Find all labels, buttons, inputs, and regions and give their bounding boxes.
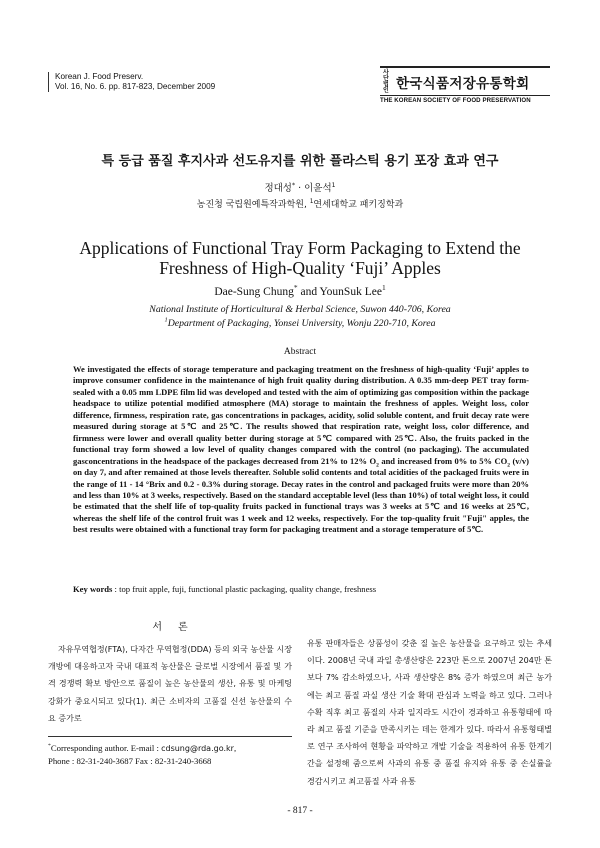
society-mark: 사단법인	[382, 69, 390, 94]
english-affiliation-1: National Institute of Horticultural & Herbal Science, Suwon 440-706, Korea	[149, 304, 451, 315]
keywords-label: Key words	[73, 584, 113, 594]
abstract-heading: Abstract	[283, 347, 317, 357]
corresponding-email[interactable]: cdsung@rda.go.kr	[161, 744, 234, 753]
korean-author-1: 정대성	[264, 183, 292, 194]
page-number: - 817 -	[287, 806, 313, 816]
society-name-kr: 한국식품저장유통학회	[396, 76, 530, 92]
footnote-mark: *	[48, 743, 51, 750]
corresponding-footnote	[48, 736, 292, 767]
affiliation-mark: 1	[381, 283, 386, 293]
phone-fax: Phone : 82-31-240-3687 Fax : 82-31-240-3668	[48, 756, 212, 767]
abstract-part-1: We investigated the effects of storage temperature and packaging treatment on the freshness of high-quality ‘Fuji’ apples to improve consumer confidence in the maintenance of high fruit quality during distribution. A 0.35 mm-deep PET tray form-sealed with a 0.05 mm LDPE film lid was developed and tested with the aim of optimizing gas composition within the package headspace to utilize potential modified atmosphere (MA) storage to maintain the freshness of apples. Weight loss, color difference, firmness, respiration rate, gas concentrations in packages, acidity, solid soluble content, and fruit decay rate were measured during storage at 5℃ and 25℃. The results showed that respiration rate, weight loss, color difference, and firmness were lower and overall quality better during storage at 5℃ compared with 25℃. Also, the fruits packed in the functional tray form showed a low level of quality changes compared with the control (no packaging). The accumulated gasconcentrations in the headspace of the packages decreased from 21% to 12% O	[73, 364, 529, 466]
subscript-2: 2	[507, 462, 510, 469]
korean-affiliations	[0, 197, 600, 210]
english-author-2: and YounSuk Lee	[297, 286, 382, 298]
keywords	[73, 584, 533, 594]
corresponding-mark: *	[293, 283, 298, 293]
english-affiliation-2: Department of Packaging, Yonsei University, Wonju 220-710, Korea	[167, 318, 436, 329]
affiliation-mark: 1	[331, 181, 336, 189]
introduction-paragraph-right: 유통 판매자들은 상품성이 갖춘 질 높은 농산물을 요구하고 있는 추세이다. 2008년 국내 과일 총생산량은 223만 톤으로 2007년 204만 톤보다 7% 감소하였으나, 사과 생산량은 8% 증가 하였으며 최근 농가에는 최고 품질 과실 생산 기술 확대 관심과 노력을 하고 있다. 그러나 수확 직후 최고 품질의 사과 일지라도 시간이 경과하고 유통형태에 따라 최고 품질 기준을 만족시키는 데는 한계가 있다. 따라서 유통형태별로 연구 조사하여 현황을 파악하고 개발 기술을 적용하여 유통 한계기간을 설정해 줌으로써 사과의 유통 중 품질 유지와 유통 중 손실률을 경감시키고 최고품질 사과 유통	[307, 639, 552, 786]
english-affiliation-2-wrap	[0, 318, 600, 329]
english-title	[0, 238, 600, 278]
society-logo	[380, 66, 550, 104]
logo-rule	[380, 66, 550, 68]
abstract-text	[73, 364, 529, 536]
author-separator: ·	[295, 183, 305, 194]
english-title-line-2: Freshness of High-Quality ‘Fuji’ Apples	[159, 258, 441, 278]
english-authors	[0, 283, 600, 298]
introduction-paragraph-left: 자유무역협정(FTA), 다자간 무역협정(DDA) 등의 외국 농산물 시장 개방에 대응하고자 국내 대표적 농산물은 글로벌 시장에서 품질 및 가격 경쟁력 확보 방안으로 품질이 높은 농산물의 생산, 유통 및 마케팅 강화가 중요시되고 있다(1). 최근 소비자의 고품질 신선 농산물의 수요 증가로	[48, 645, 292, 723]
journal-volume: Vol. 16, No. 6. pp. 817-823, December 2009	[55, 82, 216, 91]
journal-name: Korean J. Food Preserv.	[55, 72, 144, 81]
abstract-part-3: (v/v) on day 7, and after remained at those levels thereafter. Soluble solid contents and total acidities of the packaged fruits were in the range of 11 - 14 °Brix and 0.2 - 0.3% during storage. Decay rates in the control and packaged fruits were more than 20% and less than 10% at 3 weeks, respectively. Based on the standard acceptable level (less than 10%) of total weight loss, it could be estimated that the shelf life of top-quality fruits packed in functional trays was 3 weeks at 5℃ and 16 weeks at 25℃, whereas the shelf life of the control fruit was 1 week and 12 weeks, respectively. For the top-quality fruit "Fuji" apples, the best results were obtained with a functional tray form for packaging treatment and a storage temperature of 5℃.	[73, 455, 529, 535]
section-heading-introduction: 서론	[152, 622, 204, 633]
keywords-list: : top fruit apple, fuji, functional plastic packaging, quality change, freshness	[112, 584, 377, 594]
english-author-1: Dae-Sung Chung	[214, 286, 294, 298]
korean-author-2: 이윤석	[304, 183, 332, 194]
korean-title: 특 등급 품질 후지사과 선도유지를 위한 플라스틱 용기 포장 효과 연구	[101, 154, 499, 169]
korean-authors	[0, 180, 600, 194]
subscript-2: 2	[376, 462, 379, 469]
body-left-column	[48, 618, 292, 727]
korean-affiliation-2: 연세대학교 패키징학과	[313, 200, 404, 210]
korean-affiliation-1: 농진청 국립원예특작과학원,	[196, 200, 310, 210]
affiliation-mark: 1	[309, 199, 314, 205]
corresponding-mark: *	[291, 181, 296, 189]
email-tail: ,	[233, 743, 237, 753]
affiliation-mark: 1	[164, 316, 168, 324]
corresponding-label: Corresponding author. E-mail :	[50, 743, 162, 753]
body-right-column	[307, 635, 552, 790]
english-title-line-1: Applications of Functional Tray Form Packaging to Extend the	[79, 238, 521, 258]
journal-citation	[48, 72, 215, 92]
abstract-part-2: and increased from 0% to 5% CO	[378, 455, 508, 466]
society-name-en: THE KOREAN SOCIETY OF FOOD PRESERVATION	[380, 95, 550, 104]
